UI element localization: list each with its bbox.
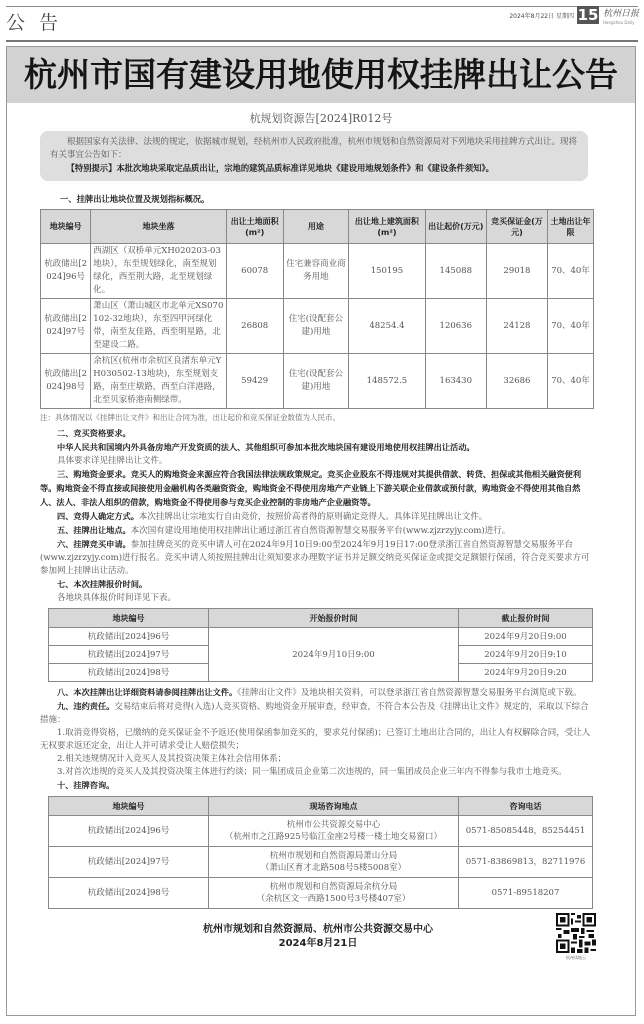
top-rule xyxy=(6,6,638,7)
term: 70、40年 xyxy=(548,244,594,299)
intro-box xyxy=(40,131,588,181)
section10-title: 十、挂牌咨询。 xyxy=(57,780,115,790)
end-time: 2024年9月20日9:10 xyxy=(459,646,593,664)
end-time: 2024年9月20日9:20 xyxy=(459,664,593,682)
parcel-id: 杭政储出[2024]96号 xyxy=(41,244,91,299)
body-sections-2-7 xyxy=(40,427,596,605)
section2-title: 二、竞买资格要求。 xyxy=(57,428,131,438)
start-price: 120636 xyxy=(425,299,486,354)
table-row xyxy=(49,628,593,646)
page-number: 15 xyxy=(577,6,599,24)
land-use: 住宅兼容商业商务用地 xyxy=(283,244,349,299)
consult-location xyxy=(209,816,459,847)
land-use: 住宅(设配套公建)用地 xyxy=(283,354,349,409)
parcel-id: 杭政储出[2024]96号 xyxy=(49,816,209,847)
table-header-row xyxy=(49,797,593,816)
parcel-id: 杭政储出[2024]97号 xyxy=(49,646,209,664)
consult-address: （萧山区育才北路508号5楼5008室） xyxy=(260,863,407,873)
land-area: 60078 xyxy=(226,244,283,299)
section4-title: 四、竞得人确定方式。 xyxy=(57,511,139,521)
announcement-body xyxy=(40,131,596,951)
col-header: 出让土地面积(m²) xyxy=(226,210,283,244)
section9-title: 九、违约责任。 xyxy=(57,701,115,711)
body-sections-8-10 xyxy=(40,686,596,793)
section8-title: 八、本次挂牌出让详细资料请参阅挂牌出让文件。 xyxy=(57,687,238,697)
parcel-id: 杭政储出[2024]96号 xyxy=(49,628,209,646)
section1-title: 一、挂牌出让地块位置及规划指标概况。 xyxy=(60,194,210,204)
table-row xyxy=(49,816,593,847)
section7-text: 各地块具体报价时间详见下表。 xyxy=(57,593,177,603)
section6-text: 参加挂牌竞买的竞买申请人可在2024年9月10日9:00至2024年9月19日17:00登录浙江省自然资源智慧交易服务平台(www.zjzrzyjy.com)进行报名。竞买申请人须按照挂牌出让须知要求办理数字证书并足额交纳竞买保证金或提交足额银行保函，符合竞买要求方可参加网上挂牌出让活动。 xyxy=(40,540,590,576)
title-band xyxy=(7,47,635,103)
signature-block xyxy=(40,923,596,951)
section3-text: 三、购地资金要求。竞买人的购地资金来源应符合我国法律法规政策规定。竞买企业股东不得违规对其提供借款、转贷、担保或其他相关融资便利等。购地资金不得直接或间接使用金融机构各类融资资金，购地资金不得使用房地产产业链上下游关联企业借款或预付款，购地资金不得使用其他自然人、法人、非法人组织的借款，购地资金不得使用参与竞买企业控制的非房地产企业融资等。 xyxy=(40,469,582,507)
consult-location xyxy=(209,878,459,909)
parcel-id: 杭政储出[2024]98号 xyxy=(41,354,91,409)
consult-address: （余杭区文一西路1500号3号楼407室） xyxy=(256,894,411,904)
section9-item: 3.对首次违规的竞买人及其投资决策主体进行约谈；同一集团成员企业第二次违规的，同一集团成员企业三年内不得参与我市土地竞买。 xyxy=(57,767,567,777)
consult-location xyxy=(209,847,459,878)
table-row xyxy=(41,299,594,354)
section6-title: 六、挂牌竞买申请。 xyxy=(57,539,131,549)
floor-area: 48254.4 xyxy=(349,299,426,354)
parcel-location: 余杭区(杭州市余杭区良渚东单元YH030502-13地块)，东至规划支路，南至庄墩路，西至白洋港路，北至贝家桥港南侧绿带。 xyxy=(91,354,227,409)
consultation-table xyxy=(48,796,593,909)
header-rule xyxy=(6,40,638,42)
table-note: 注：具体情况以《挂牌出让文件》和出让合同为准，出让起价和竞买保证金数值为人民币。 xyxy=(40,413,340,422)
term: 70、40年 xyxy=(548,354,594,409)
parcel-location: 西湖区（双桥单元XH020203-03地块），东至规划绿化，南至规划绿化，西至荆大路，北至规划绿化。 xyxy=(91,244,227,299)
col-header: 地块编号 xyxy=(41,210,91,244)
special-note: 【特别提示】本批次地块采取定品质出让，宗地的建筑品质标准详见地块《建设用地规划条件》和《建设条件须知》。 xyxy=(66,163,494,173)
col-header: 地块坐落 xyxy=(91,210,227,244)
table-header-row xyxy=(49,609,593,628)
table-row xyxy=(49,847,593,878)
col-header: 开始报价时间 xyxy=(209,609,459,628)
intro-paragraph: 根据国家有关法律、法规的规定，依据城市规划，经杭州市人民政府批准，杭州市规划和自然资源局对下列地块采用挂牌方式出让。现将有关事宜公告如下： xyxy=(50,137,578,160)
section5-title: 五、挂牌出让地点。 xyxy=(57,525,131,535)
section9-item: 2.相关违规情况计入竞买人及其投资决策主体社会信用体系； xyxy=(57,754,287,764)
start-price: 145088 xyxy=(425,244,486,299)
table-row xyxy=(41,244,594,299)
section-name: 公告 xyxy=(6,12,73,34)
section5-text: 本次国有建设用地使用权挂牌出让通过浙江省自然资源智慧交易服务平台(www.zjzrzyjy.com)进行。 xyxy=(130,526,511,536)
land-area: 59429 xyxy=(226,354,283,409)
consult-phone: 0571-85085448，85254451 xyxy=(459,816,593,847)
parcel-id: 杭政储出[2024]98号 xyxy=(49,664,209,682)
start-time: 2024年9月10日9:00 xyxy=(209,628,459,682)
section2-text: 具体要求详见挂牌出让文件。 xyxy=(57,456,168,466)
floor-area: 148572.5 xyxy=(349,354,426,409)
consult-place: 杭州市公共资源交易中心 xyxy=(286,820,381,830)
paper-logo-en: Hangzhou Daily xyxy=(603,20,635,25)
section9-item: 1.取消竞得资格，已缴纳的竞买保证金不予返还(使用保函参加竞买的，要求兑付保函)；已签订土地出让合同的，出让人有权解除合同，受让人无权要求返还定金，出让人并可请求受让人赔偿损失； xyxy=(40,728,591,751)
consult-phone: 0571-89518207 xyxy=(459,878,593,909)
start-price: 163430 xyxy=(425,354,486,409)
parcel-table xyxy=(40,209,594,409)
deposit: 24128 xyxy=(486,299,547,354)
col-header: 地块编号 xyxy=(49,797,209,816)
section4-text: 本次挂牌出让宗地实行自由竞价，按照价高者得的原则确定竞得人。具体详见挂牌出让文件。 xyxy=(138,512,488,522)
qr-caption: 杭州读地云 xyxy=(566,955,586,960)
land-use: 住宅(设配套公建)用地 xyxy=(283,299,349,354)
dateline: 2024年8月22日 星期四 xyxy=(509,13,574,20)
col-header: 土地出让年限 xyxy=(548,210,594,244)
announcement-title: 杭州市国有建设用地使用权挂牌出让公告 xyxy=(24,55,618,94)
qr-block xyxy=(552,913,600,961)
parcel-id: 杭政储出[2024]97号 xyxy=(49,847,209,878)
document-number: 杭规划资源告[2024]R012号 xyxy=(249,112,393,125)
table-row xyxy=(41,354,594,409)
deposit: 29018 xyxy=(486,244,547,299)
qr-code-icon[interactable] xyxy=(556,913,596,953)
col-header: 出让起价(万元) xyxy=(425,210,486,244)
consult-place: 杭州市规划和自然资源局萧山分局 xyxy=(269,851,398,861)
col-header: 现场咨询地点 xyxy=(209,797,459,816)
col-header: 用途 xyxy=(283,210,349,244)
consult-place: 杭州市规划和自然资源局余杭分局 xyxy=(269,882,398,892)
deposit: 32686 xyxy=(486,354,547,409)
parcel-id: 杭政储出[2024]98号 xyxy=(49,878,209,909)
consult-phone: 0571-83869813，82711976 xyxy=(459,847,593,878)
col-header: 竞买保证金(万元) xyxy=(486,210,547,244)
floor-area: 150195 xyxy=(349,244,426,299)
bidding-time-table xyxy=(48,608,593,682)
section2-bold-text: 中华人民共和国境内外具备房地产开发资质的法人、其他组织可参加本批次地块国有建设用地使用权挂牌出让活动。 xyxy=(57,442,475,452)
col-header: 咨询电话 xyxy=(459,797,593,816)
issue-date: 2024年8月21日 xyxy=(278,938,358,949)
col-header: 截止报价时间 xyxy=(459,609,593,628)
consult-address: （杭州市之江路925号临江金座2号楼一楼土地交易窗口） xyxy=(224,832,443,842)
col-header: 出让地上建筑面积(m²) xyxy=(349,210,426,244)
end-time: 2024年9月20日9:00 xyxy=(459,628,593,646)
term: 70、40年 xyxy=(548,299,594,354)
col-header: 地块编号 xyxy=(49,609,209,628)
land-area: 26808 xyxy=(226,299,283,354)
parcel-location: 萧山区（萧山城区市北单元XS070102-32地块），东至四甲河绿化带，南至友佳路，西至明星路，北至建设二路。 xyxy=(91,299,227,354)
section8-text: 《挂牌出让文件》及地块相关资料，可以登录浙江省自然资源智慧交易服务平台浏览或下载。 xyxy=(237,688,582,698)
table-row xyxy=(49,878,593,909)
section7-title: 七、本次挂牌报价时间。 xyxy=(57,579,148,589)
parcel-id: 杭政储出[2024]97号 xyxy=(41,299,91,354)
table-header-row xyxy=(41,210,594,244)
issuers: 杭州市规划和自然资源局、杭州市公共资源交易中心 xyxy=(203,924,433,935)
paper-logo: 杭州日报 xyxy=(603,9,640,19)
section9-text: 交易结束后将对竞得(入选)人竞买资格、购地资金开展审查，经审查，不符合本公告及《挂牌出让文件》规定的，采取以下综合措施： xyxy=(40,702,589,725)
